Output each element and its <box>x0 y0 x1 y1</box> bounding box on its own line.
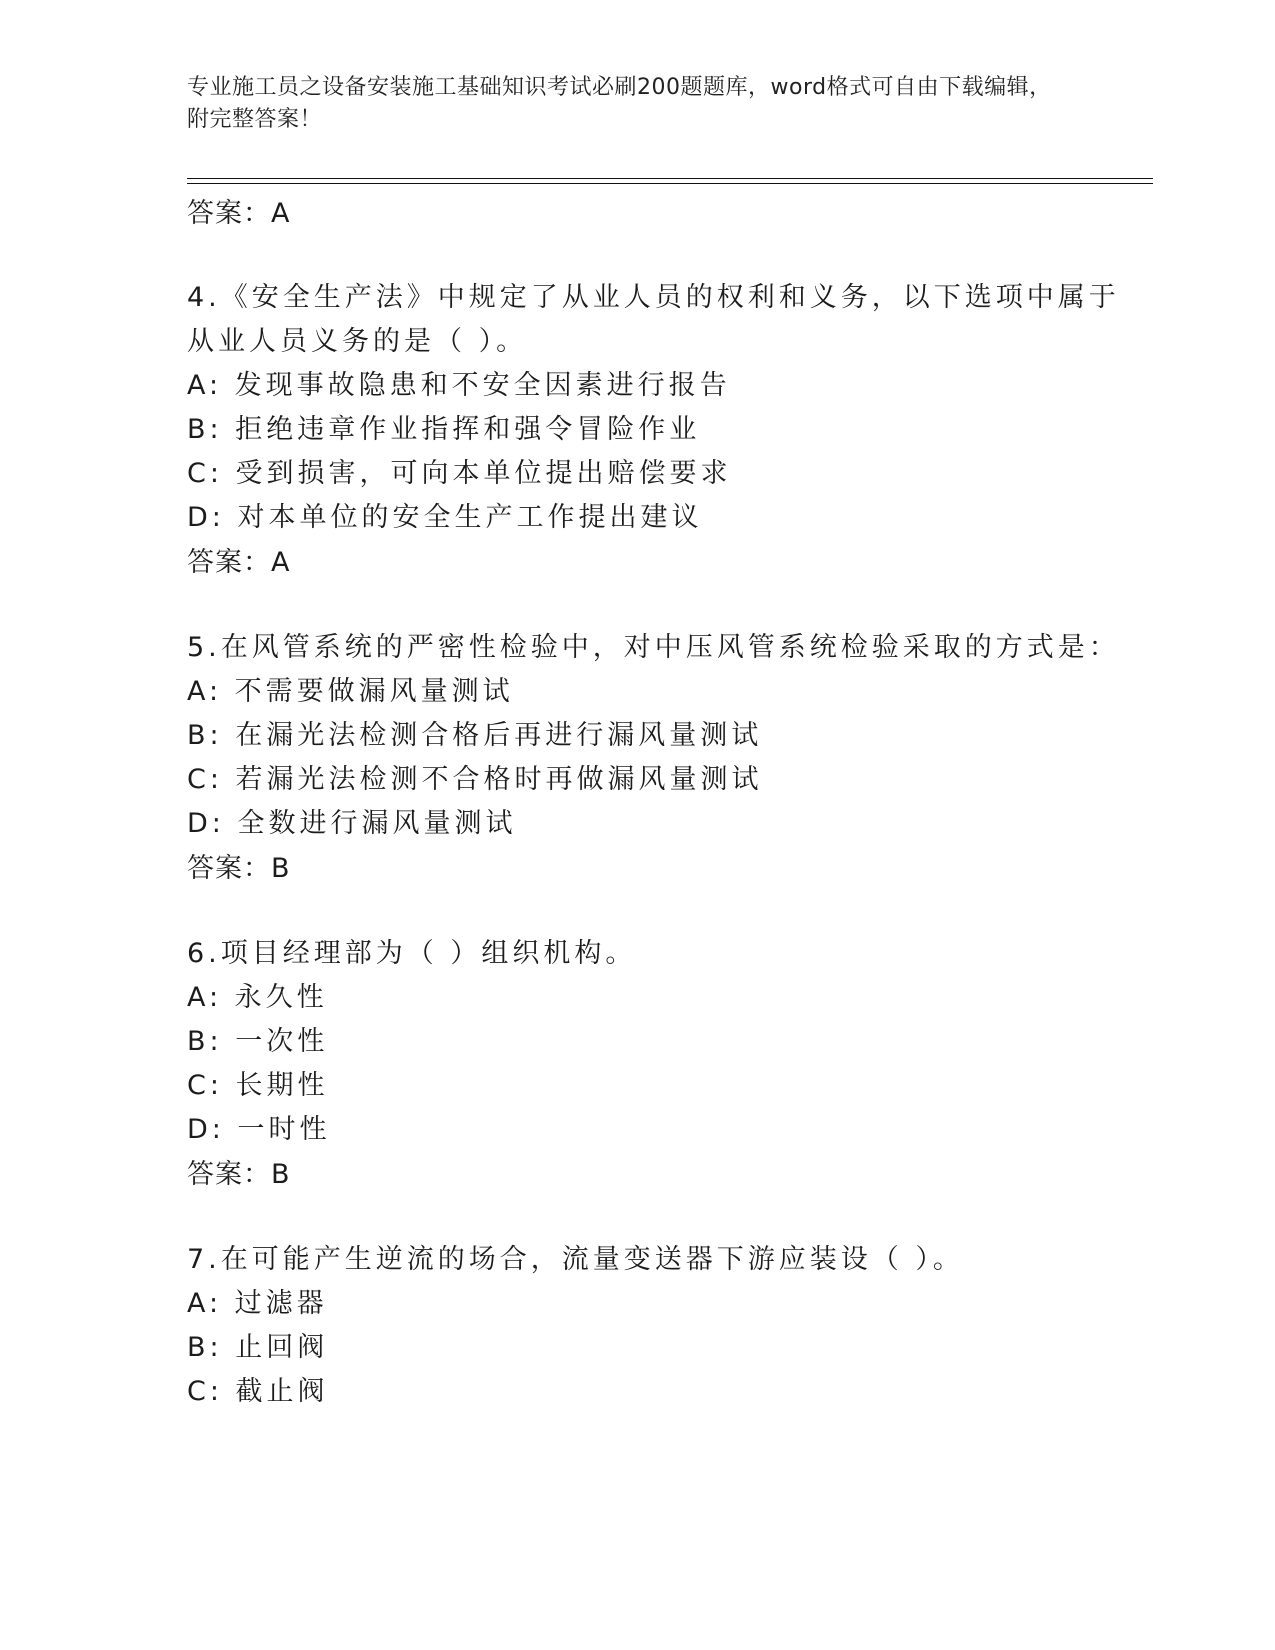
question-4-option-d: D: 对本单位的安全生产工作提出建议 <box>187 502 703 533</box>
question-4-option-c: C: 受到损害，可向本单位提出赔偿要求 <box>187 458 732 489</box>
question-4-option-b: B: 拒绝违章作业指挥和强令冒险作业 <box>187 414 701 445</box>
question-6-stem: 6.项目经理部为（ ）组织机构。 <box>187 938 637 969</box>
header-rule-top <box>187 178 1153 179</box>
question-6-option-d: D: 一时性 <box>187 1114 331 1145</box>
document-header: 专业施工员之设备安装施工基础知识考试必刷200题题库，word格式可自由下载编辑，附完整答案！ <box>187 75 1052 132</box>
question-4-stem-cont: 从业人员义务的是（ ）。 <box>187 326 528 357</box>
header-rule-bottom <box>187 183 1153 184</box>
question-5-answer: 答案：B <box>187 853 291 884</box>
question-6-option-c: C: 长期性 <box>187 1070 329 1101</box>
question-4-stem: 4.《安全生产法》中规定了从业人员的权利和义务，以下选项中属于 <box>187 282 1120 313</box>
question-6-answer: 答案：B <box>187 1159 291 1190</box>
question-6-option-a: A: 永久性 <box>187 982 328 1013</box>
question-4-answer: 答案：A <box>187 547 291 578</box>
question-5-stem: 5.在风管系统的严密性检验中，对中压风管系统检验采取的方式是： <box>187 632 1120 663</box>
question-5-option-d: D: 全数进行漏风量测试 <box>187 808 517 839</box>
question-6-option-b: B: 一次性 <box>187 1026 329 1057</box>
question-7-option-b: B: 止回阀 <box>187 1332 329 1363</box>
question-5-option-a: A: 不需要做漏风量测试 <box>187 676 514 707</box>
question-5-option-c: C: 若漏光法检测不合格时再做漏风量测试 <box>187 764 763 795</box>
question-7-option-c: C: 截止阀 <box>187 1376 329 1407</box>
question-5-option-b: B: 在漏光法检测合格后再进行漏风量测试 <box>187 720 763 751</box>
answer-line: 答案：A <box>187 198 291 229</box>
question-4-option-a: A: 发现事故隐患和不安全因素进行报告 <box>187 370 731 401</box>
question-7-stem: 7.在可能产生逆流的场合，流量变送器下游应装设（ ）。 <box>187 1244 964 1275</box>
question-7-option-a: A: 过滤器 <box>187 1288 328 1319</box>
